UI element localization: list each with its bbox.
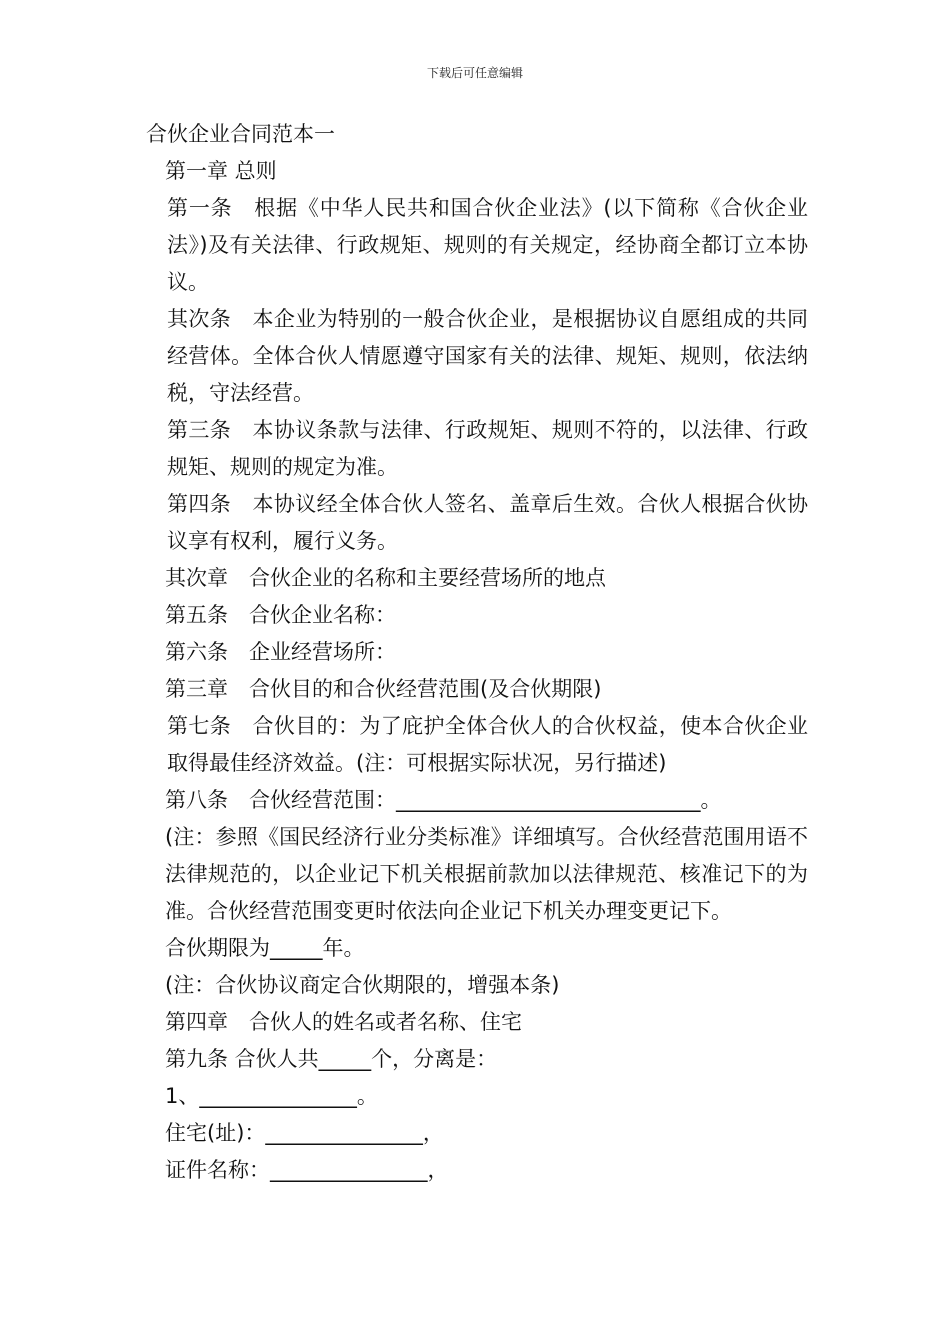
article-paragraph: 第六条 企业经营场所： bbox=[165, 640, 396, 664]
article-paragraph: 其次条 本企业为特别的一般合伙企业，是根据协议自愿组成的共同经营体。全体合伙人情愿遵守国家有关的法律、规矩、规则，依法纳税，守法经营。 bbox=[167, 307, 808, 405]
chapter-heading: 其次章 合伙企业的名称和主要经营场所的地点 bbox=[165, 566, 606, 590]
note-paragraph: (注：参照《国民经济行业分类标准》详细填写。合伙经营范围用语不法律规范的，以企业记下机关根据前款加以法律规范、核准记下的为准。合伙经营范围变更时依法向企业记下机关办理变更记下。 bbox=[165, 825, 808, 923]
note-paragraph: (注：合伙协议商定合伙期限的，增强本条) bbox=[165, 973, 560, 997]
article-paragraph: 第九条 合伙人共_____个，分离是： bbox=[165, 1047, 498, 1071]
article-paragraph: 第五条 合伙企业名称： bbox=[165, 603, 396, 627]
chapter-heading: 第三章 合伙目的和合伙经营范围(及合伙期限) bbox=[165, 677, 602, 701]
chapter-heading: 第四章 合伙人的姓名或者名称、住宅 bbox=[165, 1010, 522, 1034]
fill-in-line: 证件名称：_______________， bbox=[165, 1158, 449, 1182]
page-header: 下载后可任意编辑 bbox=[426, 66, 523, 80]
article-paragraph: 第八条 合伙经营范围：_____________________________。 bbox=[165, 788, 722, 812]
article-paragraph: 第四条 本协议经全体合伙人签名、盖章后生效。合伙人根据合伙协议享有权利，履行义务。 bbox=[167, 492, 808, 553]
article-paragraph: 第一条 根据《中华人民共和国合伙企业法》(以下简称《合伙企业法》)及有关法律、行政规矩、规则的有关规定，经协商全都订立本协议。 bbox=[167, 196, 808, 294]
fill-in-line: 住宅(址)：_______________， bbox=[165, 1121, 444, 1145]
article-paragraph: 合伙期限为_____年。 bbox=[165, 936, 365, 960]
article-paragraph: 第七条 合伙目的：为了庇护全体合伙人的合伙权益，使本合伙企业取得最佳经济效益。(注：可根据实际状况，另行描述) bbox=[167, 714, 808, 775]
fill-in-line: 1、_______________。 bbox=[165, 1084, 378, 1108]
document-title: 合伙企业合同范本一 bbox=[146, 122, 335, 146]
chapter-heading: 第一章 总则 bbox=[165, 159, 277, 183]
document-body bbox=[146, 116, 808, 1189]
article-paragraph: 第三条 本协议条款与法律、行政规矩、规则不符的，以法律、行政规矩、规则的规定为准。 bbox=[167, 418, 808, 479]
